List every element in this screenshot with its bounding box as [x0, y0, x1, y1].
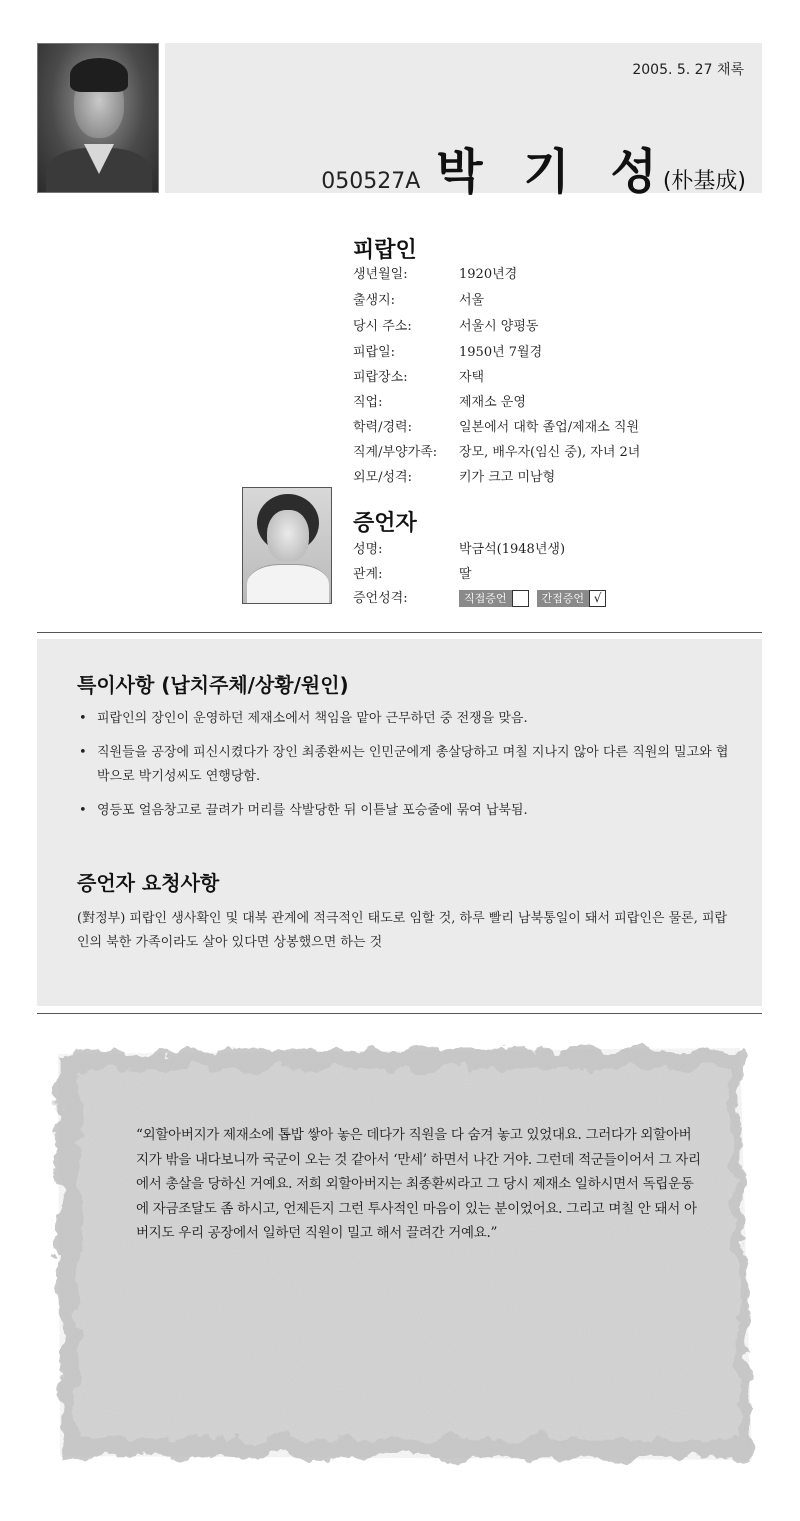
info-row-birthplace: 출생지: 서울 [353, 293, 485, 308]
list-item: • 영등포 얼음창고로 끌려가 머리를 삭발당한 뒤 이튿날 포승줄에 묶여 납북됨. [77, 799, 737, 823]
quote-background [40, 1040, 762, 1470]
request-title: 증언자 요청사항 [77, 871, 220, 895]
notes-section [37, 639, 762, 1006]
abductee-name-hanja: (朴基成) [662, 169, 746, 194]
list-item: • 직원들을 공장에 피신시켰다가 장인 최종환씨는 인민군에게 총살당하고 며칠 지나지 않아 다른 직원의 밀고와 협박으로 박기성씨도 연행당함. [77, 741, 737, 789]
witness-photo [242, 487, 332, 604]
info-row-appearance: 외모/성격: 키가 크고 미남형 [353, 470, 556, 485]
list-item: • 피랍인의 장인이 운영하던 제재소에서 책임을 맡아 근무하던 중 전쟁을 맞음. [77, 707, 737, 731]
abductee-name: 박 기 성 [436, 144, 669, 200]
record-date: 2005. 5. 27 채록 [632, 62, 744, 78]
direct-testimony-checkbox [512, 590, 529, 607]
info-row-address: 당시 주소: 서울시 양평동 [353, 319, 539, 334]
section-divider-bottom [37, 1013, 762, 1014]
witness-heading: 증언자 [353, 511, 417, 536]
request-text: (對정부) 피랍인 생사확인 및 대북 관계에 적극적인 태도로 임할 것, 하루 빨리 남북통일이 돼서 피랍인은 물론, 피랍인의 북한 가족이라도 살아 있다면 상봉했으면 하는 것 [77, 911, 728, 950]
info-row-birth: 생년월일: 1920년경 [353, 267, 518, 282]
abductee-photo [37, 43, 159, 193]
info-row-abduction-place: 피랍장소: 자택 [353, 370, 485, 385]
abductee-heading: 피랍인 [353, 238, 417, 263]
info-row-family: 직계/부양가족: 장모, 배우자(임신 중), 자녀 2녀 [353, 445, 641, 460]
info-row-occupation: 직업: 제재소 운영 [353, 395, 526, 410]
notes-list [77, 707, 737, 833]
witness-row-name: 성명: 박금석(1948년생) [353, 542, 566, 557]
witness-row-type: 증언성격: 직접증언 간접증언 √ [353, 589, 614, 609]
direct-testimony-tag: 직접증언 [459, 590, 512, 607]
indirect-testimony-checkbox: √ [589, 590, 606, 607]
info-row-education: 학력/경력: 일본에서 대학 졸업/제재소 직원 [353, 420, 640, 435]
notes-title: 특이사항 (납치주체/상황/원인) [77, 673, 349, 697]
info-row-abduction-date: 피랍일: 1950년 7월경 [353, 345, 543, 360]
title-row [321, 133, 746, 202]
record-code: 050527A [321, 169, 421, 194]
header-banner [165, 43, 762, 200]
witness-row-relation: 관계: 딸 [353, 567, 472, 582]
indirect-testimony-tag: 간접증언 [537, 590, 590, 607]
testimony-quote: “외할아버지가 제재소에 톱밥 쌓아 놓은 데다가 직원을 다 숨겨 놓고 있었대요. 그러다가 외할아버지가 밖을 내다보니까 국군이 오는 것 같아서 ‘만세’ 하면서 나간 거야. 그런데 적군들이어서 그 자리에서 총살을 당하신 거예요. 저희 외할아버지는 최종환씨라고 그 당시 제재소 일하시면서 독립운동에 자금조달도 좀 하시고, 언제든지 그런 투사적인 마음이 있는 분이었어요. 그리고 며칠 안 돼서 아버지도 우리 공장에서 일하던 직원이 밀고 해서 끌려간 거예요.” [136, 1127, 701, 1241]
section-divider-top [37, 632, 762, 633]
